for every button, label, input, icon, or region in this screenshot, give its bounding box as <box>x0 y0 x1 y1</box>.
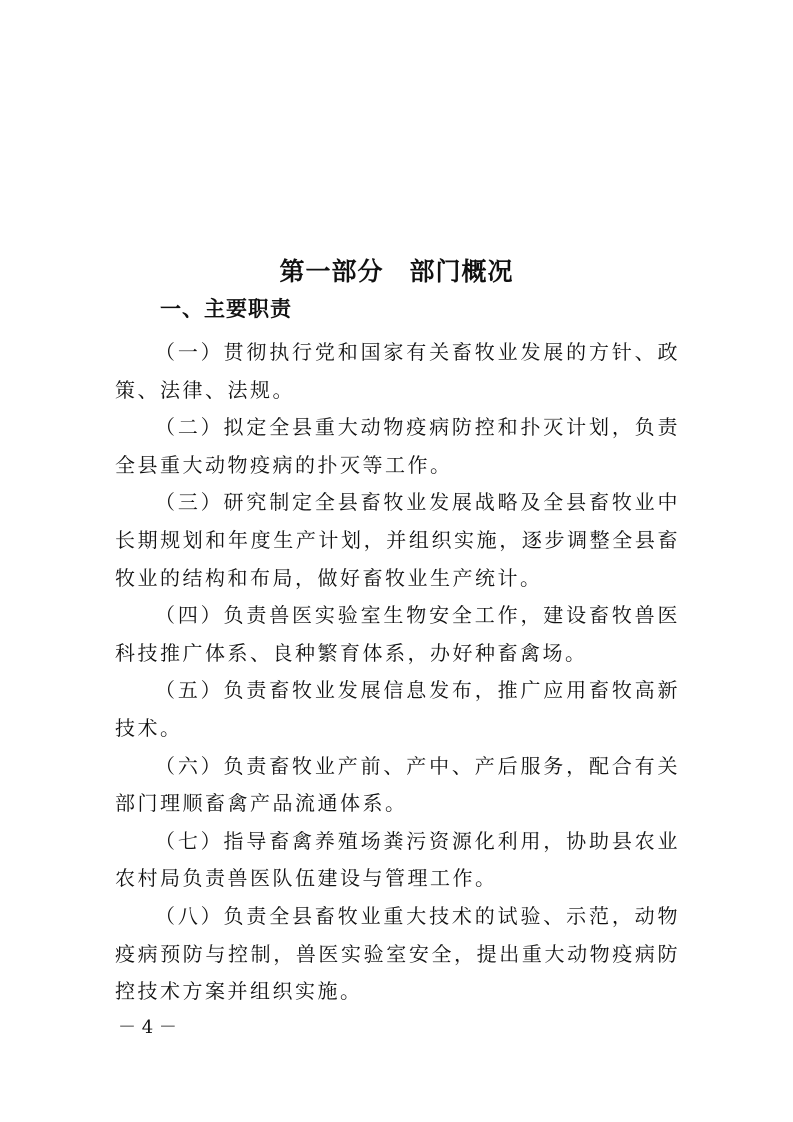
paragraph-2: （二）拟定全县重大动物疫病防控和扑灭计划，负责全县重大动物疫病的扑灭等工作。 <box>115 415 680 477</box>
body-text <box>115 334 680 1011</box>
paragraph-5: （五）负责畜牧业发展信息发布，推广应用畜牧高新技术。 <box>115 678 680 740</box>
paragraph-4: （四）负责兽医实验室生物安全工作，建设畜牧兽医科技推广体系、良种繁育体系，办好种畜禽场。 <box>115 603 680 665</box>
paragraph-8: （八）负责全县畜牧业重大技术的试验、示范，动物疫病预防与控制，兽医实验室安全，提出重大动物疫病防控技术方案并组织实施。 <box>115 903 680 1004</box>
page-number: － 4 － <box>118 1017 177 1038</box>
paragraph-7: （七）指导畜禽养殖场粪污资源化利用，协助县农业农村局负责兽医队伍建设与管理工作。 <box>115 828 680 891</box>
paragraph-3: （三）研究制定全县畜牧业发展战略及全县畜牧业中长期规划和年度生产计划，并组织实施，逐步调整全县畜牧业的结构和布局，做好畜牧业生产统计。 <box>115 490 680 590</box>
paragraph-1: （一）贯彻执行党和国家有关畜牧业发展的方针、政策、法律、法规。 <box>115 340 680 402</box>
paragraph-6: （六）负责畜牧业产前、产中、产后服务，配合有关部门理顺畜禽产品流通体系。 <box>115 753 680 816</box>
page-title: 第一部分 部门概况 <box>279 257 514 286</box>
section-heading: 一、主要职责 <box>160 297 292 321</box>
